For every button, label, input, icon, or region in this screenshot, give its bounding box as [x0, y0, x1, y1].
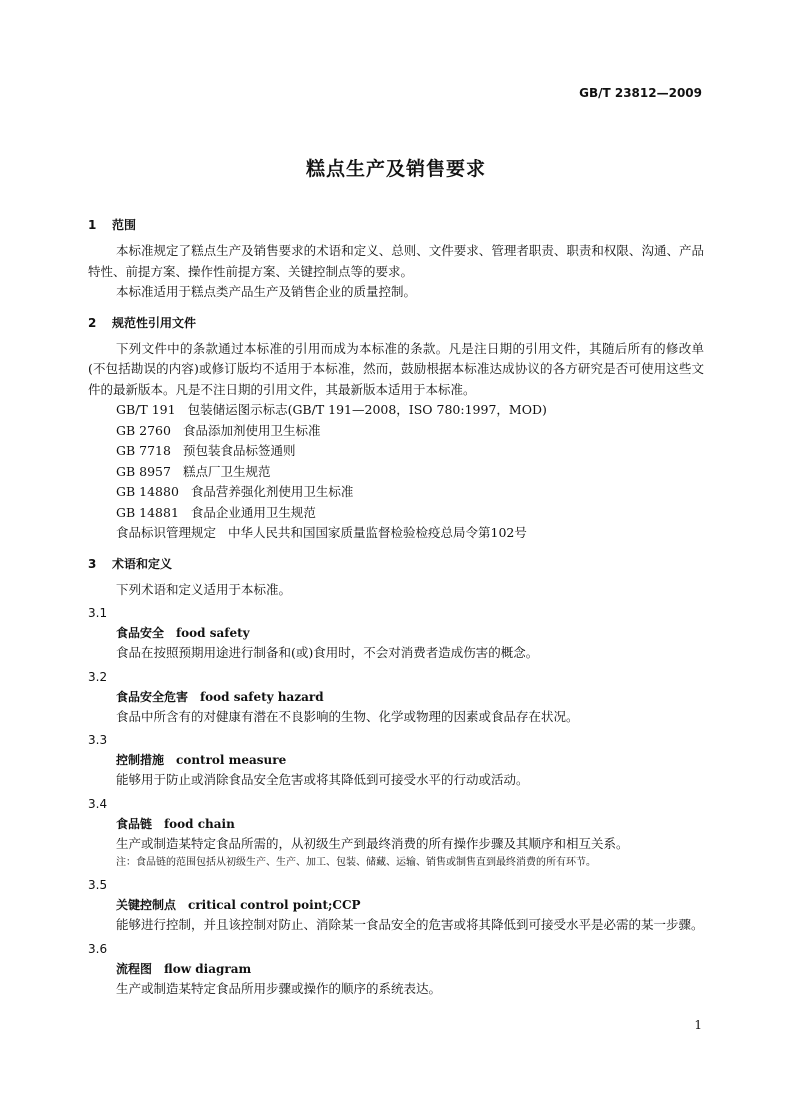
section-heading-normative-references — [88, 313, 704, 333]
section-number: 2 — [88, 315, 97, 330]
reference-code: GB 7718 — [116, 443, 171, 458]
term-number: 3.6 — [88, 941, 108, 956]
reference-title: 糕点厂卫生规范 — [182, 463, 271, 479]
term-number: 3.3 — [88, 733, 108, 747]
term-name — [88, 750, 704, 770]
term-zh: 食品安全危害 — [116, 689, 189, 704]
reference-code: GB 2760 — [116, 422, 171, 438]
reference-title: 中华人民共和国国家质量监督检验检疫总局令第102号 — [228, 525, 527, 540]
page-number: 1 — [694, 1018, 702, 1032]
reference-code: GB/T 191 — [116, 402, 176, 417]
scope-paragraph: 本标准适用于糕点类产品生产及销售企业的质量控制。 — [116, 284, 417, 299]
term-name — [88, 687, 704, 707]
reference-item — [88, 421, 704, 442]
reference-title: 食品添加剂使用卫生标准 — [182, 422, 321, 438]
term-zh: 食品安全 — [116, 626, 165, 640]
scope-paragraph: 本标准规定了糕点生产及销售要求的术语和定义、总则、文件要求、管理者职责、职责和权限、沟通、产品特性、前提方案、操作性前提方案、关键控制点等的要求。 — [88, 243, 704, 279]
term-name — [88, 814, 704, 834]
term-number: 3.5 — [88, 878, 108, 892]
term-en: food safety hazard — [200, 689, 324, 704]
section-title: 术语和定义 — [112, 556, 173, 571]
term-definition: 能够进行控制，并且该控制对防止、消除某一食品安全的危害或将其降低到可接受水平是必需的某一步骤。 — [116, 917, 704, 932]
reference-title: 包装储运图示标志(GB/T 191—2008，ISO 780:1997，MOD) — [187, 402, 547, 417]
document-body — [88, 215, 704, 999]
term-number: 3.2 — [88, 669, 108, 684]
section-number: 1 — [88, 218, 97, 232]
term-zh: 食品链 — [116, 816, 153, 831]
reference-item — [88, 400, 704, 421]
section-heading-terms-definitions — [88, 554, 704, 574]
section-number: 3 — [88, 556, 97, 571]
reference-code: GB 14881 — [116, 504, 179, 520]
term-zh: 流程图 — [116, 961, 153, 976]
reference-item — [88, 482, 704, 503]
term-definition: 生产或制造某特定食品所需的，从初级生产到最终消费的所有操作步骤及其顺序和相互关系。 — [116, 835, 629, 851]
term-en: food chain — [164, 816, 235, 831]
reference-code: GB 14880 — [116, 484, 179, 499]
section-title: 范围 — [112, 218, 137, 232]
term-note: 注：食品链的范围包括从初级生产、生产、加工、包装、储藏、运输、销售或制售直到最终消费的所有环节。 — [116, 857, 596, 868]
reference-item — [88, 523, 704, 544]
term-name — [88, 895, 704, 915]
term-name — [88, 623, 704, 643]
term-name — [88, 959, 704, 979]
term-en: control measure — [176, 753, 287, 767]
document-title: 糕点生产及销售要求 — [305, 158, 486, 180]
reference-item — [88, 503, 704, 524]
reference-item — [88, 441, 704, 462]
term-zh: 关键控制点 — [116, 898, 177, 912]
references-intro: 下列文件中的条款通过本标准的引用而成为本标准的条款。凡是注日期的引用文件，其随后所有的修改单(不包括勘误的内容)或修订版均不适用于本标准，然而，鼓励根据本标准达成协议的各方研究是否可使用这些文件的最新版本。凡是不注日期的引用文件，其最新版本适用于本标准。 — [88, 340, 704, 397]
term-zh: 控制措施 — [116, 753, 165, 767]
term-definition: 生产或制造某特定食品所用步骤或操作的顺序的系统表达。 — [116, 980, 442, 996]
reference-item — [88, 462, 704, 483]
section-heading-scope — [88, 215, 704, 235]
term-en: food safety — [176, 626, 250, 640]
standard-number: GB/T 23812—2009 — [579, 86, 702, 100]
term-definition: 食品中所含有的对健康有潜在不良影响的生物、化学或物理的因素或食品存在状况。 — [116, 708, 579, 724]
term-definition: 能够用于防止或消除食品安全危害或将其降低到可接受水平的行动或活动。 — [116, 772, 529, 787]
term-number: 3.1 — [88, 606, 108, 620]
reference-title: 食品营养强化剂使用卫生标准 — [190, 484, 354, 499]
term-number: 3.4 — [88, 796, 108, 811]
reference-code: GB 8957 — [116, 463, 171, 479]
reference-title: 预包装食品标签通则 — [182, 443, 296, 458]
term-definition: 食品在按照预期用途进行制备和(或)食用时，不会对消费者造成伤害的概念。 — [116, 645, 539, 660]
term-en: flow diagram — [164, 961, 252, 976]
terms-intro: 下列术语和定义适用于本标准。 — [116, 581, 292, 597]
section-title: 规范性引用文件 — [112, 315, 197, 330]
reference-code: 食品标识管理规定 — [116, 525, 217, 540]
term-en: critical control point;CCP — [188, 898, 361, 912]
reference-title: 食品企业通用卫生规范 — [190, 504, 316, 520]
